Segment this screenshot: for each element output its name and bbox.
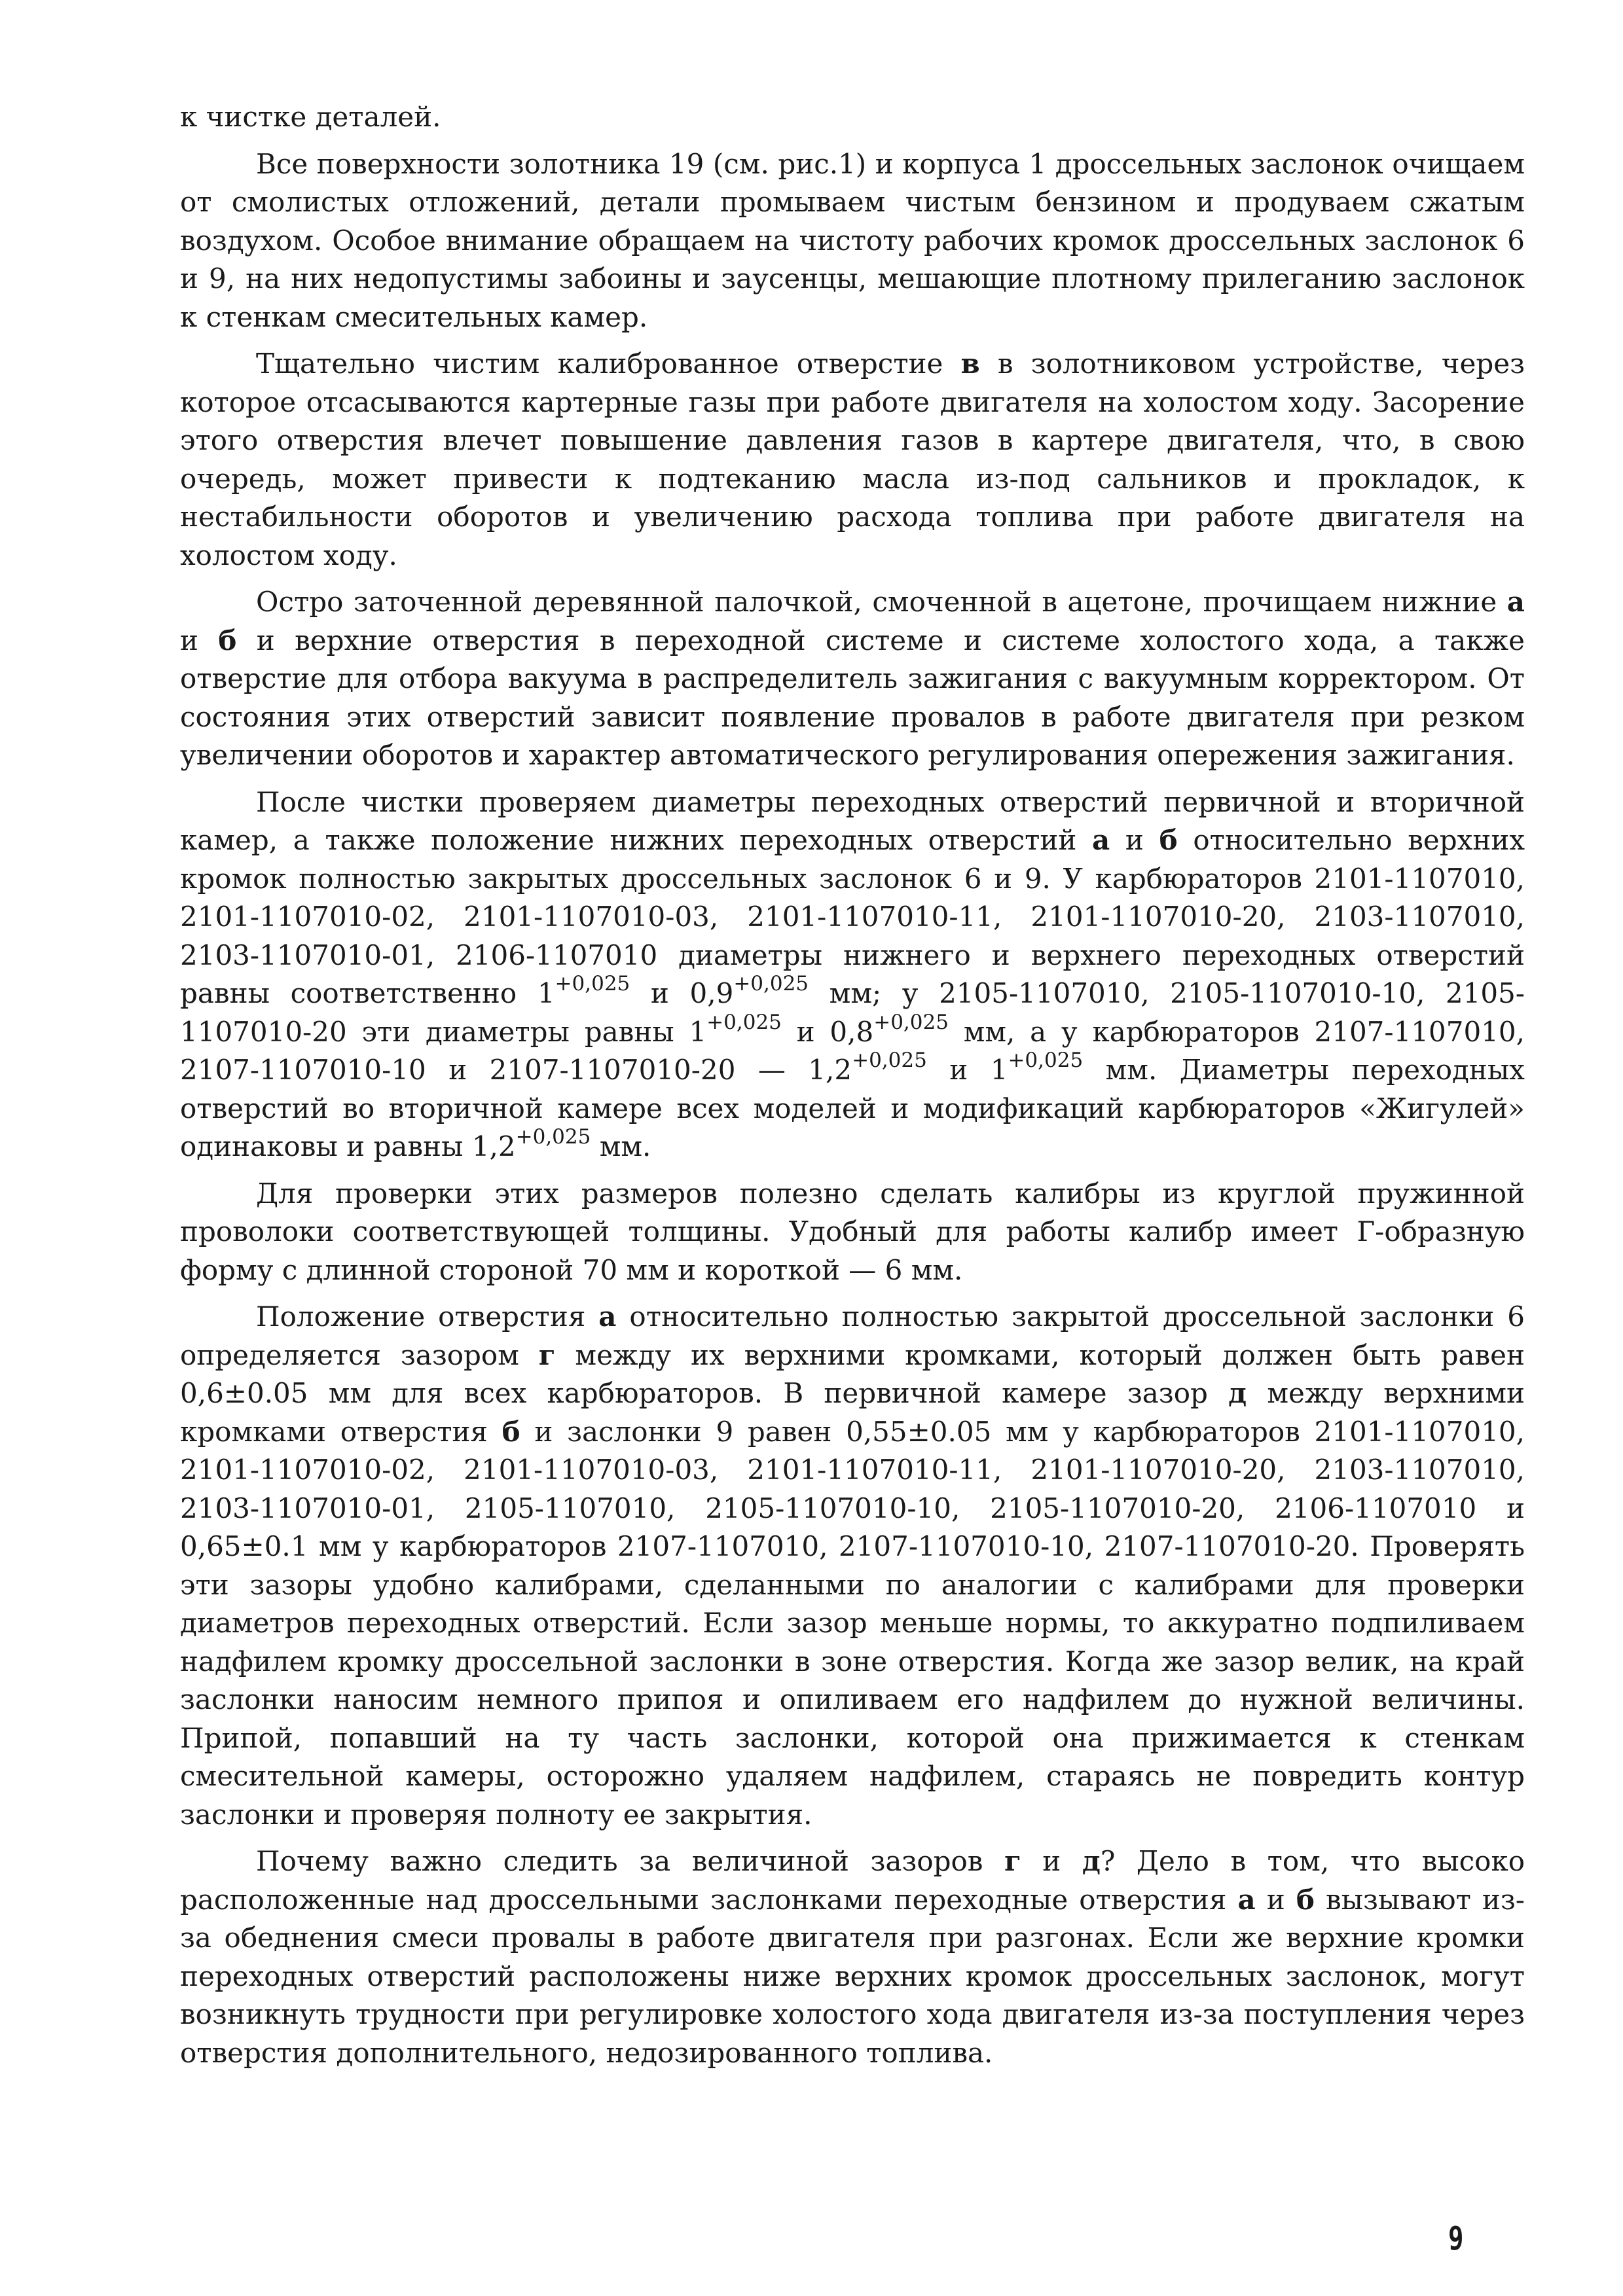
hole-label-b: б [1296,1883,1315,1916]
gap-label-g: г [1004,1845,1021,1877]
hole-label-a: а [598,1300,617,1333]
paragraph-gap-settings: Положение отверстия а относительно полностью закрытой дроссельной заслонки 6 определяется зазором г между их верхними кромками, который должен быть равен 0,6±0.05 мм для всех карбюраторов. В первичной камере зазор д между верхними кромками отверстия б и заслонки 9 равен 0,55±0.05 мм у карбюраторов 2101-1107010, 2101-1107010-02, 2101-1107010-03, 2101-1107010-11, 2101-1107010-20, 2103-1107010, 2103-1107010-01, 2105-1107010, 2105-1107010-10, 2105-1107010-20, 2106-1107010 и 0,65±0.1 мм у карбюраторов 2107-1107010, 2107-1107010-10, 2107-1107010-20. Проверять эти зазоры удобно калибрами, сделанными по аналогии с калибрами для проверки диаметров переходных отверстий. Если зазор меньше нормы, то аккуратно подпиливаем надфилем кромку дроссельной заслонки в зоне отверстия. Когда же зазор велик, на край заслонки наносим немного припоя и опиливаем его надфилем до нужной величины. Припой, попавший на ту часть заслонки, которой она прижимается к стенкам смесительной камеры, осторожно удаляем надфилем, стараясь не повредить контур заслонки и проверяя полноту ее закрытия. [180,1300,1525,1831]
gap-label-d: д [1228,1377,1247,1409]
hole-label-b: б [501,1415,520,1448]
paragraph-why-gaps-matter: Почему важно следить за величиной зазоров г и д? Дело в том, что высоко расположенные над дроссельными заслонками переходные отверстия а и б вызывают из-за обеднения смеси провалы в работе двигателя при разгонах. Если же верхние кромки переходных отверстий расположены ниже верхних кромок дроссельных заслонок, могут возникнуть трудности при регулировке холостого хода двигателя из-за поступления через отверстия дополнительного, недозированного топлива. [180,1845,1525,2069]
hole-label-a: а [1237,1883,1256,1916]
gap-label-g: г [538,1338,556,1371]
gap-label-d: д [1082,1845,1101,1877]
paragraph-idle-holes: Остро заточенной деревянной палочкой, смоченной в ацетоне, прочищаем нижние а и б и верхние отверстия в переходной системе и системе холостого хода, а также отверстие для отбора вакуума в распределитель зажигания с вакуумным корректором. От состояния этих отверстий зависит появление провалов в работе двигателя при резком увеличении оборотов и характер автоматического регулирования опережения зажигания. [180,586,1525,771]
hole-label-a: а [1092,824,1110,856]
tolerance: +0,025 [852,1049,927,1072]
tolerance: +0,025 [1008,1049,1084,1072]
tolerance: +0,025 [555,972,630,996]
paragraph-surface-cleaning [180,145,1525,337]
paragraph-gauges [180,1175,1525,1290]
paragraph-continuation [180,98,1525,137]
tolerance: +0,025 [873,1010,949,1034]
paragraph-text: к чистке деталей. [180,101,441,133]
tolerance: +0,025 [733,972,809,996]
tolerance: +0,025 [706,1010,782,1034]
hole-label-b: б [1159,824,1178,856]
tolerance: +0,025 [515,1125,591,1149]
page-number: 9 [1448,2219,1464,2257]
hole-label-a: а [1506,586,1525,618]
paragraph-calibrated-hole: Тщательно чистим калиброванное отверстие в в золотниковом устройстве, через которое отсасываются картерные газы при работе двигателя на холостом ходу. Засорение этого отверстия влечет повышение давления газов в картере двигателя, что, в свою очередь, может привести к подтеканию масла из-под сальников и прокладок, к нестабильности оборотов и увеличению расхода топлива при работе двигателя на холостом ходу. [180,348,1525,571]
paragraph-text: Все поверхности золотника 19 (см. рис.1) и корпуса 1 дроссельных заслонок очищаем от смолистых отложений, детали промываем чистым бензином и продуваем сжатым воздухом. Особое внимание обращаем на чистоту рабочих кромок дроссельных заслонок 6 и 9, на них недопустимы забоины и заусенцы, мешающие плотному прилеганию заслонок к стенкам смесительных камер. [180,147,1525,333]
hole-label-b: б [218,624,237,656]
paragraph-text: Для проверки этих размеров полезно сделать калибры из круглой пружинной проволоки соответствующей толщины. Удобный для работы калибр имеет Г-образную форму с длинной стороной 70 мм и короткой — 6 мм. [180,1177,1525,1286]
document-page [180,98,1525,2081]
paragraph-hole-diameters: После чистки проверяем диаметры переходных отверстий первичной и вторичной камер, а также положение нижних переходных отверстий а и б относительно верхних кромок полностью закрытых дроссельных заслонок 6 и 9. У карбюраторов 2101-1107010, 2101-1107010-02, 2101-1107010-03, 2101-1107010-11, 2101-1107010-20, 2103-1107010, 2103-1107010-01, 2106-1107010 диаметры нижнего и верхнего переходных отверстий равны соответственно $1^{+0,025}$ и $0,9^{+0,025}$ мм; у 2105-1107010, 2105-1107010-10, 2105-1107010-20 эти диаметры равны $1^{+0,025}$ и $0,8^{+0,025}$ мм, а у карбюраторов 2107-1107010, 2107-1107010-10 и 2107-1107010-20 — $1,2^{+0,025}$ и $1^{+0,025}$ мм. Диаметры переходных отверстий во вторичной камере всех моделей и модификаций карбюраторов «Жигулей» одинаковы и равны $1,2^{+0,025}$ мм. [180,785,1525,1162]
hole-label-v: в [960,348,980,380]
